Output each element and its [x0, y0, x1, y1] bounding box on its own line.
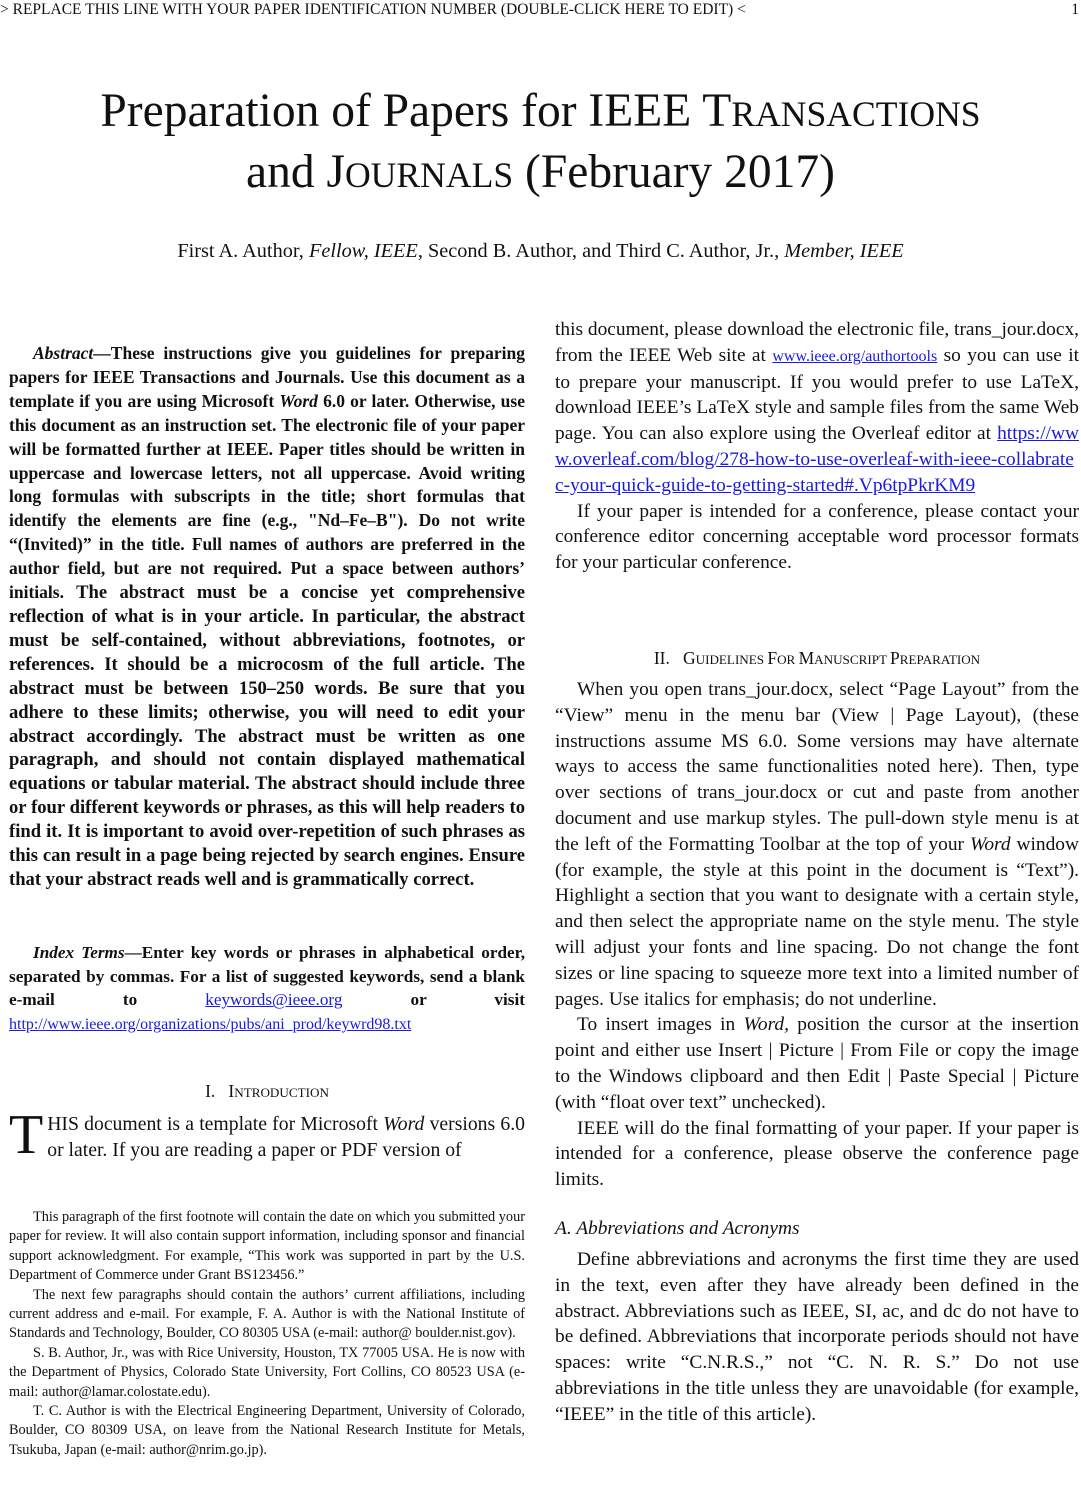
keywords-email-link[interactable]: keywords@ieee.org: [205, 990, 343, 1010]
footnote-paragraph: T. C. Author is with the Electrical Engineering Department, University of Colorado, Boulder, CO 80309 USA, on leave from the National Research Institute for Metals, Tsukuba, Japan (e-mail: author@nrim.go.jp).: [9, 1403, 525, 1458]
body-paragraph: IEEE will do the final formatting of your paper. If your paper is intended for a conference, please observe the conference page limits.: [555, 1117, 1079, 1191]
page-number: 1: [1071, 1, 1079, 18]
drop-cap: T: [9, 1104, 44, 1166]
running-head-text: > REPLACE THIS LINE WITH YOUR PAPER IDENTIFICATION NUMBER (DOUBLE-CLICK HERE TO EDIT) <: [0, 1, 746, 18]
body-paragraph: Define abbreviations and acronyms the first time they are used in the text, even after they have already been defined in the abstract. Abbreviations such as IEEE, SI, ac, and dc do not have to be defined. Abbreviations that incorporate periods should not have spaces: write “C.N.R.S.,” not “C. N. R. S.” Do not use abbreviations in the title unless they are unavoidable (for example, “IEEE” in the title of this article).: [555, 1249, 1079, 1425]
abstract: Abstract—These instructions give you guidelines for preparing papers for IEEE Transactions and Journals. Use this document as a template if you are using Microsoft Word 6.0 or later. Otherwise, use this document as an instruction set. The electronic file of your paper will be formatted further at IEEE. Paper titles should be written in uppercase and lowercase letters, not all uppercase. Avoid writing long formulas with subscripts in the title; short formulas that identify the elements are fine (e.g., "Nd–Fe–B"). Do not write “(Invited)” in the title. Full names of authors are preferred in the author field, but are not required. Put a space between authors’ initials. The abstract must be a concise yet comprehensive reflection of what is in your article. In particular, the abstract must be self-contained, without abbreviations, footnotes, or references. It should be a microcosm of the full article. The abstract must be between 150–250 words. Be sure that you adhere to these limits; otherwise, you will need to edit your abstract accordingly. The abstract must be written as one paragraph, and should not contain displayed mathematical equations or tabular material. The abstract should include three or four different keywords or phrases, as this will help readers to find it. It is important to avoid over-repetition of such phrases as this can result in a page being rejected by search engines. Ensure that your abstract reads well and is grammatically correct.: [9, 343, 526, 890]
right-column-top: [555, 317, 1079, 576]
footnote-paragraph: This paragraph of the first footnote will contain the date on which you submitted your paper for review. It will also contain support information, including sponsor and financial support acknowledgment. For example, “This work was supported in part by the U.S. Department of Commerce under Grant BS123456.”: [9, 1209, 525, 1284]
footnotes: [9, 1208, 525, 1460]
footnote-paragraph: The next few paragraphs should contain the authors’ current affiliations, including current address and e-mail. For example, F. A. Author is with the National Institute of Standards and Technology, Boulder, CO 80305 USA (e-mail: author@ boulder.nist.gov).: [9, 1286, 525, 1342]
paper-title: Preparation of Papers for IEEE TRANSACTIONS and JOURNALS (February 2017): [100, 85, 981, 198]
index-terms: Index Terms—Enter key words or phrases in alphabetical order, separated by commas. For a list of suggested keywords, send a blank e-mail to keywords@ieee.org or visit http://www.ieee.org/organizations/pubs/ani_prod/keywrd98.txt: [9, 943, 525, 1034]
body-paragraph: To insert images in Word, position the cursor at the insertion point and either use Insert | Picture | From File or copy the image to the Windows clipboard and then Edit | Paste Special | Picture (with “float over text” unchecked).: [555, 1014, 1079, 1113]
section-heading-introduction: I. INTRODUCTION: [205, 1081, 329, 1101]
abstract-label: Abstract: [33, 343, 94, 363]
keywords-url-link[interactable]: http://www.ieee.org/organizations/pubs/ani_prod/keywrd98.txt: [9, 1016, 412, 1034]
body-paragraph: this document, please download the electronic file, trans_jour.docx, from the IEEE Web site at www.ieee.org/authortools so you can use it to prepare your manuscript. If you would prefer to use LaTeX, download IEEE’s LaTeX style and sample files from the same Web page. You can also explore using the Overleaf editor at https://www.overleaf.com/blog/278-how-to-use-overleaf-with-ieee-collabratec-your-quick-guide-to-getting-started#.Vp6tpPkrKM9: [555, 319, 1079, 496]
overleaf-link[interactable]: https://www.overleaf.com/blog/278-how-to-use-overleaf-with-ieee-collabratec-your-quick-guide-to-getting-started#.Vp6tpPkrKM9: [555, 423, 1079, 496]
footnote-paragraph: S. B. Author, Jr., was with Rice University, Houston, TX 77005 USA. He is now with the Department of Physics, Colorado State University, Fort Collins, CO 80523 USA (e-mail: author@lamar.colostate.edu).: [9, 1344, 525, 1400]
body-paragraph: When you open trans_jour.docx, select “Page Layout” from the “View” menu in the menu bar (View | Page Layout), (these instructions assume MS 6.0. Some versions may have alternate ways to access the same functionalities noted here). Then, type over sections of trans_jour.docx or cut and paste from another document and use markup styles. The pull-down style menu is at the left of the Formatting Toolbar at the top of your Word window (for example, the style at this point in the document is “Text”). Highlight a section that you want to designate with a certain style, and then select the appropriate name on the style menu. The style will adjust your fonts and line spacing. Do not change the font sizes or line spacing to squeeze more text into a limited number of pages. Use italics for emphasis; do not underline.: [555, 679, 1079, 1010]
section-heading-guidelines: II. GUIDELINES FOR MANUSCRIPT PREPARATION: [653, 648, 981, 668]
introduction-paragraph: THIS document is a template for Microsoft Word versions 6.0 or later. If you are reading a paper or PDF version of: [9, 1104, 525, 1166]
authortools-link[interactable]: www.ieee.org/authortools: [772, 347, 938, 365]
subsection-heading-abbreviations: A. Abbreviations and Acronyms: [555, 1218, 800, 1239]
guidelines-body: [555, 677, 1079, 1193]
body-paragraph: If your paper is intended for a conference, please contact your conference editor concerning acceptable word processor formats for your particular conference.: [555, 500, 1079, 574]
abbreviations-body: [555, 1247, 1079, 1428]
running-header: [0, 1, 1079, 19]
index-terms-label: Index Terms: [33, 943, 125, 962]
author-line: First A. Author, Fellow, IEEE, Second B. Author, and Third C. Author, Jr., Member, IEEE: [177, 240, 904, 262]
